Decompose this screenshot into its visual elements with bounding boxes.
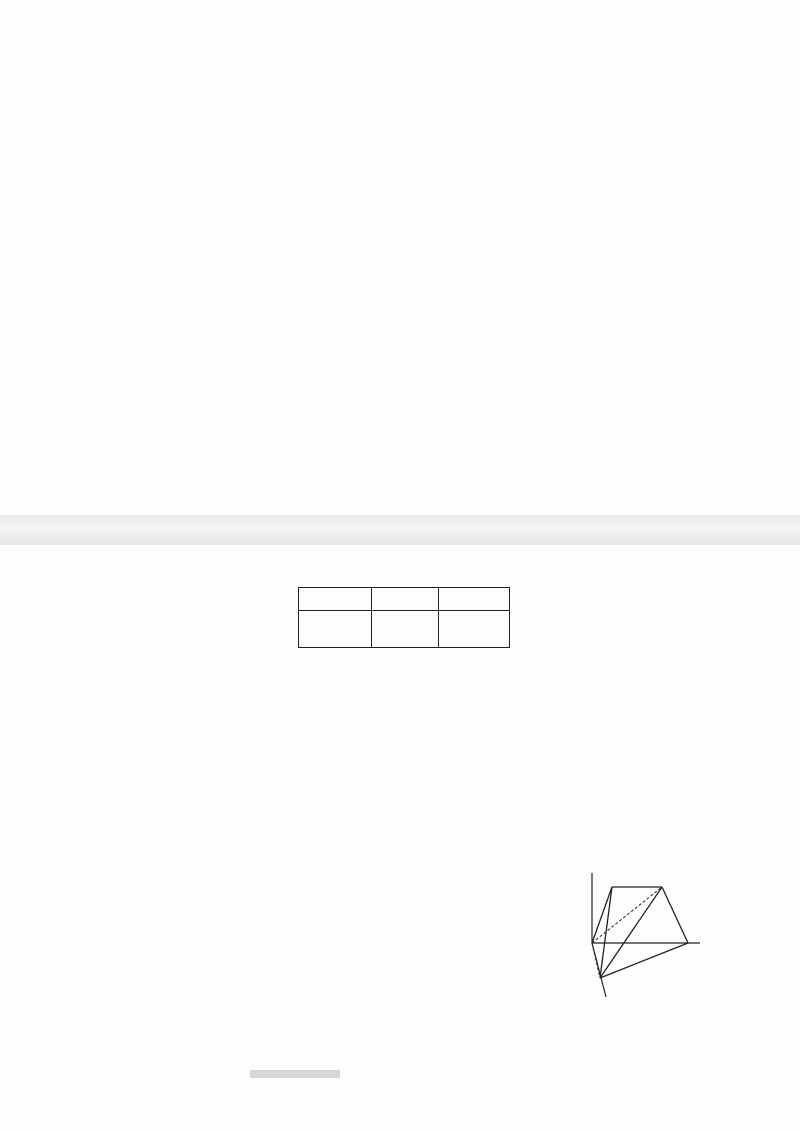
edge-pb bbox=[600, 943, 688, 978]
table-cell bbox=[439, 611, 510, 648]
table-cell bbox=[299, 588, 372, 611]
distribution-table bbox=[298, 587, 510, 648]
table-cell bbox=[372, 611, 439, 648]
page-bottom bbox=[0, 545, 800, 1130]
page-gap bbox=[0, 515, 800, 545]
geometry-figure bbox=[570, 865, 720, 1005]
page-top bbox=[0, 0, 800, 515]
edge-cb bbox=[662, 887, 688, 943]
edge-pc bbox=[600, 887, 662, 978]
table-cell bbox=[372, 588, 439, 611]
edge-ad bbox=[592, 887, 612, 943]
edge-pd bbox=[600, 887, 612, 978]
table-cell bbox=[439, 588, 510, 611]
table-cell bbox=[299, 611, 372, 648]
edge-ap bbox=[592, 943, 600, 978]
scan-artifact bbox=[250, 1070, 340, 1078]
